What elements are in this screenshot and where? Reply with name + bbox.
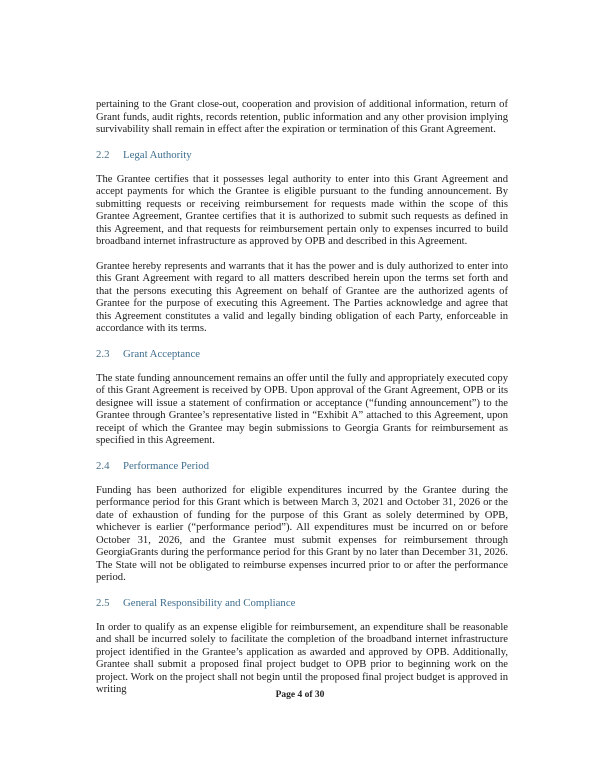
paragraph-closeout: pertaining to the Grant close-out, cooperation and provision of additional information, return of Grant funds, audit rights, records retention, public information and any other provision implying survivability shall remain in effect after the expiration or termination of this Grant Agreement. [96, 99, 508, 135]
section-heading-2-4 [96, 460, 508, 473]
paragraph-performance-period: Funding has been authorized for eligible expenditures incurred by the Grantee during the performance period for this Grant which is between March 3, 2021 and October 31, 2026 or the date of exhaustion of funding for the purpose of this Grant as solely determined by OPB, whichever is earlier (“performance period”). All expenditures must be incurred on or before October 31, 2026, and the Grantee must submit expenses for reimbursement through GeorgiaGrants during the performance period for this Grant by no later than December 31, 2026. The State will not be obligated to reimburse expenses incurred prior to or after the performance period. [96, 484, 508, 583]
section-number: 2.4 [96, 459, 110, 472]
section-number: 2.5 [96, 596, 110, 609]
paragraph-legal-authority-1: The Grantee certifies that it possesses legal authority to enter into this Grant Agreement and accept payments for which the Grantee is eligible pursuant to the funding announcement. By submitting requests or receiving reimbursement for requests made within the scope of this Grantee Agreement, Grantee certifies that it is authorized to submit such requests as defined in this Agreement, and that requests for reimbursement pertain only to expenses incurred to build broadband internet infrastructure as approved by OPB and described in this Agreement. [96, 173, 508, 247]
section-number: 2.3 [96, 347, 110, 360]
section-heading-2-2 [96, 149, 508, 162]
section-heading-2-3 [96, 348, 508, 361]
paragraph-general-responsibility: In order to qualify as an expense eligible for reimbursement, an expenditure shall be reasonable and shall be incurred solely to facilitate the completion of the broadband internet infrastructure project identified in the Grantee’s application as awarded and approved by OPB. Additionally, Grantee shall submit a proposed final project budget to OPB prior to beginning work on the project. Work on the project shall not begin until the proposed final project budget is approved in writing [96, 621, 508, 695]
document-page [96, 99, 508, 709]
section-title: Grant Acceptance [123, 347, 201, 360]
section-title: Legal Authority [123, 148, 192, 161]
section-heading-2-5 [96, 597, 508, 610]
section-number: 2.2 [96, 148, 110, 161]
paragraph-legal-authority-2: Grantee hereby represents and warrants that it has the power and is duly authorized to enter into this Grant Agreement with regard to all matters described herein upon the terms set forth and that the persons executing this Agreement on behalf of Grantee are the authorized agents of Grantee for the purpose of executing this Agreement. The Parties acknowledge and agree that this Agreement constitutes a valid and legally binding obligation of each Party, enforceable in accordance with its terms. [96, 260, 508, 334]
page-number-footer: Page 4 of 30 [275, 690, 325, 700]
section-title: General Responsibility and Compliance [123, 596, 296, 609]
paragraph-grant-acceptance: The state funding announcement remains an offer until the fully and appropriately executed copy of this Grant Agreement is received by OPB. Upon approval of the Grant Agreement, OPB or its designee will issue a statement of confirmation or acceptance (“funding announcement”) to the Grantee through Grantee’s representative listed in “Exhibit A” attached to this Agreement, upon receipt of which the Grantee may begin submissions to Georgia Grants for reimbursement as specified in this Agreement. [96, 372, 508, 446]
section-title: Performance Period [123, 459, 210, 472]
